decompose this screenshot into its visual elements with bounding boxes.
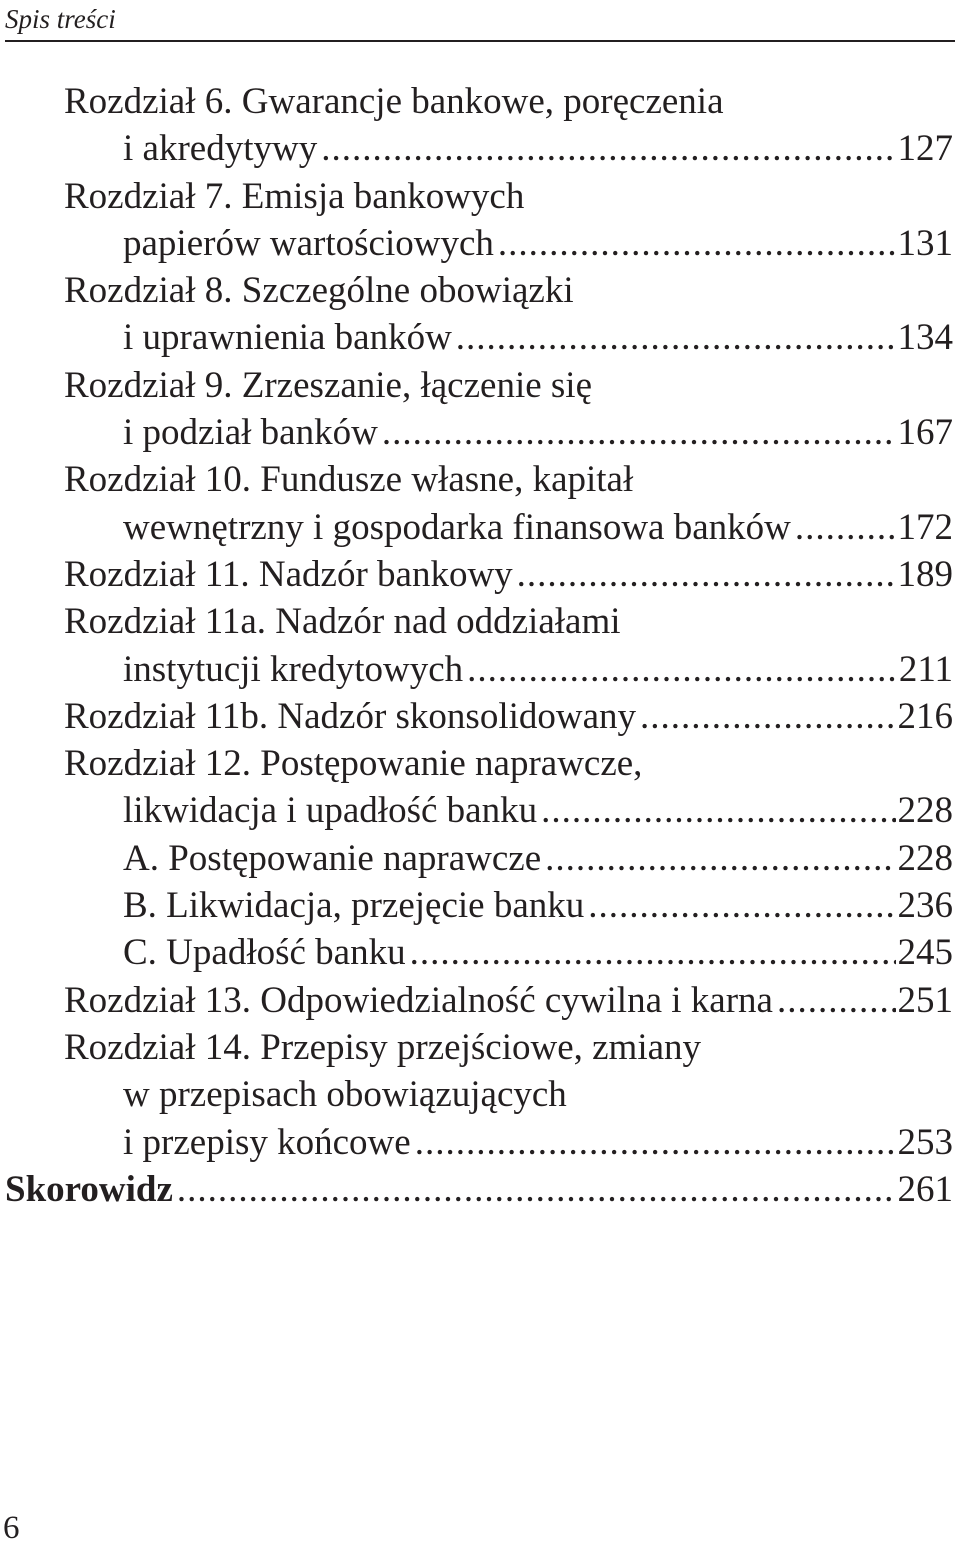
toc-page-number: 127 [897, 128, 953, 170]
toc-entry-chapter-8-cont[interactable] [0, 314, 953, 361]
toc-entry-chapter-11a-cont[interactable] [0, 646, 953, 693]
toc-entry-title: C. Upadłość banku [123, 932, 406, 974]
dot-leader [321, 125, 895, 172]
dot-leader [541, 787, 895, 834]
dot-leader [640, 693, 895, 740]
toc-page-number: 251 [897, 979, 953, 1021]
toc-page-number: 211 [898, 648, 953, 690]
toc-entry-chapter-14-cont-1[interactable] [0, 1071, 953, 1118]
toc-entry-chapter-12[interactable] [0, 740, 953, 787]
toc-entry-title: Rozdział 13. Odpowiedzialność cywilna i karna [64, 979, 773, 1021]
toc-entry-title: instytucji kredytowych [123, 648, 464, 690]
toc-page-number: 189 [897, 553, 953, 595]
toc-page-number: 172 [897, 506, 953, 548]
toc-entry-title: papierów wartościowych [123, 222, 494, 264]
toc-page-number: 167 [897, 412, 953, 454]
toc-entry-title: i uprawnienia banków [123, 317, 452, 359]
toc-entry-chapter-12-cont[interactable] [0, 787, 953, 834]
dot-leader [415, 1119, 896, 1166]
toc-entry-title: i akredytywy [123, 128, 318, 170]
toc-entry-chapter-10[interactable] [0, 456, 953, 503]
toc-entry-title: B. Likwidacja, przejęcie banku [123, 885, 585, 927]
toc-entry-chapter-6-cont[interactable] [0, 125, 953, 172]
toc-entry-chapter-9[interactable] [0, 362, 953, 409]
dot-leader [517, 551, 896, 598]
toc-entry-title: Rozdział 11. Nadzór bankowy [64, 553, 513, 595]
toc-entry-title: Rozdział 14. Przepisy przejściowe, zmiany [64, 1026, 702, 1068]
toc-page-number: 228 [897, 790, 953, 832]
toc-entry-chapter-11[interactable] [0, 551, 953, 598]
dot-leader [498, 220, 896, 267]
toc-entry-chapter-14-cont-2[interactable] [0, 1119, 953, 1166]
toc-entry-chapter-13[interactable] [0, 977, 953, 1024]
toc-entry-index[interactable] [0, 1166, 953, 1213]
header-rule [5, 40, 955, 42]
toc-entry-title: Rozdział 7. Emisja bankowych [64, 175, 525, 217]
toc-page-number: 216 [897, 695, 953, 737]
toc-page-number: 228 [897, 837, 953, 879]
toc-entry-chapter-10-cont[interactable] [0, 504, 953, 551]
toc-entry-chapter-14[interactable] [0, 1024, 953, 1071]
toc-entry-title: Rozdział 8. Szczególne obowiązki [64, 270, 574, 312]
dot-leader [177, 1166, 896, 1213]
toc-page-number: 236 [897, 885, 953, 927]
toc-entry-section-a[interactable] [0, 835, 953, 882]
toc-entry-title: likwidacja i upadłość banku [123, 790, 538, 832]
toc-entry-chapter-7-cont[interactable] [0, 220, 953, 267]
toc-entry-section-b[interactable] [0, 882, 953, 929]
dot-leader [382, 409, 896, 456]
toc-entry-chapter-8[interactable] [0, 267, 953, 314]
toc-entry-title: Rozdział 12. Postępowanie naprawcze, [64, 743, 643, 785]
toc-entry-chapter-9-cont[interactable] [0, 409, 953, 456]
toc-entry-title: Rozdział 11b. Nadzór skonsolidowany [64, 695, 637, 737]
dot-leader [777, 977, 896, 1024]
table-of-contents [0, 78, 953, 1213]
toc-entry-chapter-11b[interactable] [0, 693, 953, 740]
toc-entry-title: i przepisy końcowe [123, 1121, 411, 1163]
toc-entry-chapter-7[interactable] [0, 173, 953, 220]
running-title: Spis treści [5, 4, 116, 34]
dot-leader [410, 929, 896, 976]
toc-page-number: 131 [897, 222, 953, 264]
toc-entry-title: Rozdział 11a. Nadzór nad oddziałami [64, 601, 621, 643]
page-number: 6 [3, 1510, 20, 1546]
dot-leader [456, 314, 896, 361]
dot-leader [588, 882, 895, 929]
toc-page-number: 261 [897, 1168, 953, 1210]
toc-entry-title: w przepisach obowiązujących [123, 1074, 567, 1116]
toc-entry-title: A. Postępowanie naprawcze [123, 837, 542, 879]
toc-entry-title: wewnętrzny i gospodarka finansowa banków [123, 506, 791, 548]
toc-entry-title: Rozdział 6. Gwarancje bankowe, poręczenia [64, 81, 724, 122]
toc-page-number: 134 [897, 317, 953, 359]
toc-entry-title: Rozdział 10. Fundusze własne, kapitał [64, 459, 634, 501]
dot-leader [467, 646, 897, 693]
dot-leader [545, 835, 895, 882]
toc-entry-chapter-6[interactable] [0, 78, 953, 125]
toc-entry-section-c[interactable] [0, 929, 953, 976]
toc-page-number: 245 [897, 932, 953, 974]
toc-entry-title: Skorowidz [5, 1168, 173, 1210]
toc-entry-title: i podział banków [123, 412, 378, 454]
toc-page-number: 253 [897, 1121, 953, 1163]
toc-entry-title: Rozdział 9. Zrzeszanie, łączenie się [64, 364, 592, 406]
dot-leader [795, 504, 896, 551]
toc-entry-chapter-11a[interactable] [0, 598, 953, 645]
